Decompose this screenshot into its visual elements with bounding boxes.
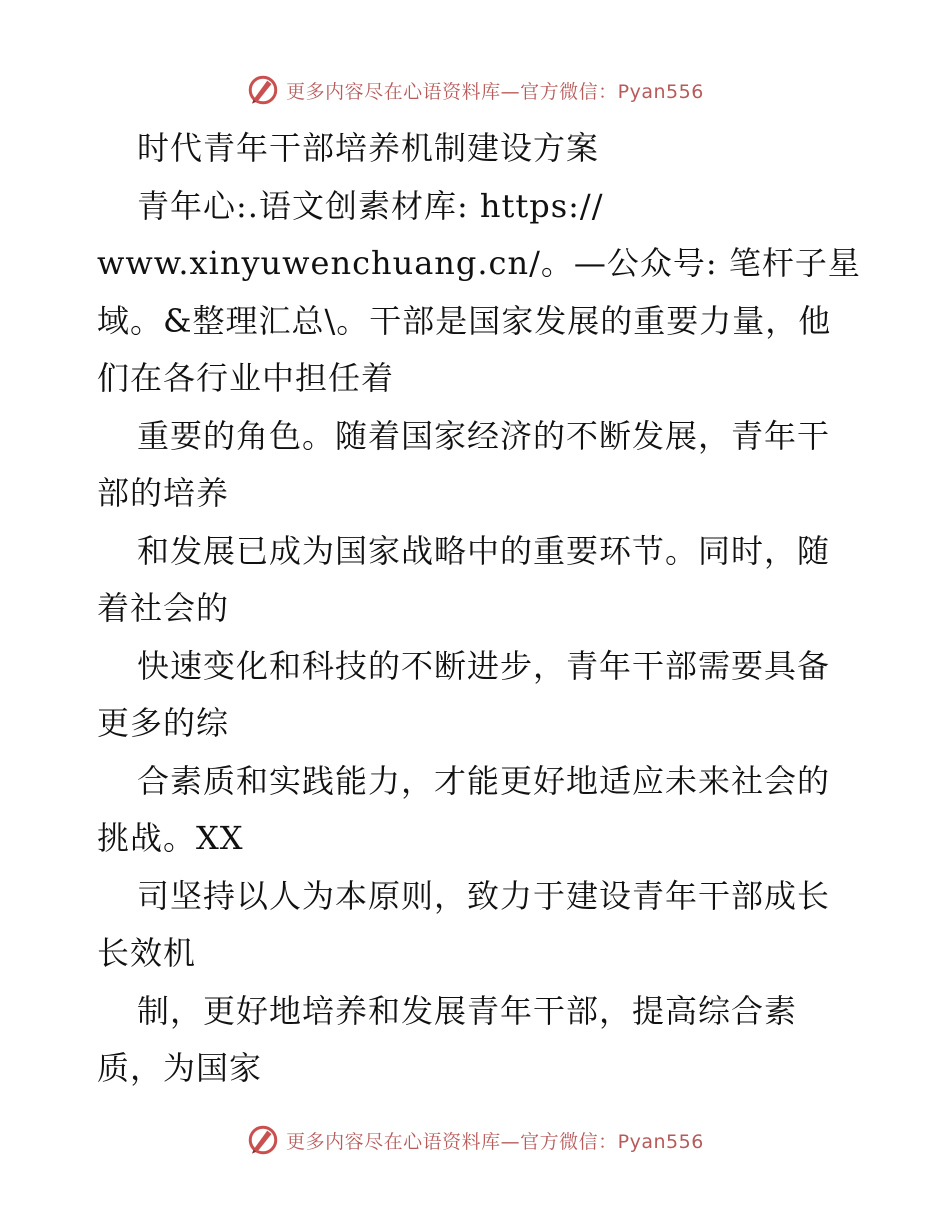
text-line: 和发展已成为国家战略中的重要环节。同时，随 [137, 531, 831, 570]
text-line: 重要的角色。随着国家经济的不断发展，青年干 [137, 416, 831, 455]
text-line: 制，更好地培养和发展青年干部，提高综合素 [137, 991, 798, 1030]
text-line: 合素质和实践能力，才能更好地适应未来社会的 [137, 761, 831, 800]
text-line: 青年心:.语文创素材库: https:// [137, 186, 604, 225]
text-line: 质，为国家 [97, 1049, 263, 1087]
text-line: www.xinyuwenchuang.cn/。—公众号: 笔杆子星 [97, 244, 861, 282]
text-line: 快速变化和科技的不断进步，青年干部需要具备 [137, 646, 831, 685]
text-line: 更多的综 [97, 704, 230, 742]
header-banner [0, 70, 950, 110]
text-line: 部的培养 [97, 474, 230, 512]
text-line: 们在各行业中担任着 [97, 359, 395, 397]
banner-text: 更多内容尽在心语资料库—官方微信：Pyan556 [286, 1130, 704, 1153]
logo-pen-icon [246, 73, 280, 107]
text-line: 长效机 [97, 934, 197, 972]
document-body [97, 120, 861, 1098]
text-line: 时代青年干部培养机制建设方案 [137, 129, 600, 167]
banner-text: 更多内容尽在心语资料库—官方微信：Pyan556 [286, 80, 704, 103]
text-line: 司坚持以人为本原则，致力于建设青年干部成长 [137, 876, 831, 915]
text-line: 挑战。XX [97, 819, 244, 857]
logo-pen-icon [246, 1123, 280, 1157]
footer-banner [0, 1120, 950, 1160]
text-line: 着社会的 [97, 589, 230, 627]
text-line: 域。&整理汇总\。干部是国家发展的重要力量，他 [97, 301, 832, 340]
